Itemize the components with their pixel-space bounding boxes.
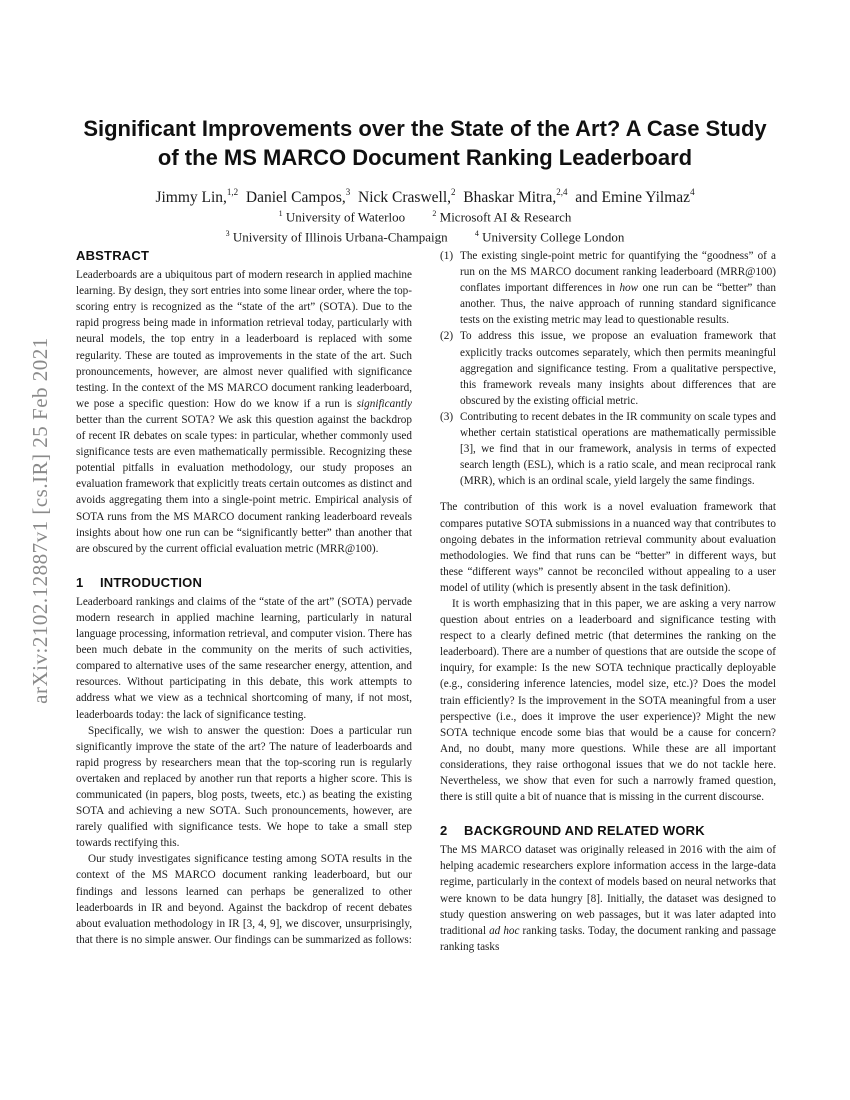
affiliation: $^3$ University of Illinois Urbana-Champaign [225,229,448,245]
intro-paragraph-3: Our study investigates significance testing among SOTA results in the context of the MS MARCO document ranking leaderboard, but our findings and lessons learned can perhaps be generalized to other leaderboards in IR and beyond. Against the backdrop of recent debates about evaluation methodology in IR [3, 4, 9], we discover, unsurprisingly, that there is no simple answer. Our findings can be summarized as follows: [76,853,412,946]
left-column [76,248,412,948]
affiliation: $^1$ University of Waterloo [278,209,406,225]
arxiv-identifier-text: arXiv:2102.12887v1 [cs.IR] 25 Feb 2021 [27,336,52,704]
author: and Emine Yilmaz$^4$ [575,187,695,207]
finding-item: (2) To address this issue, we propose an evaluation framework that explicitly tracks outcomes separately, which then permits meaningful aggregation and significance testing. From a qualitative perspective, this framework reveals many insights about differences that are obscured by the existing official metric. [440,330,776,407]
affiliation: $^2$ Microsoft AI & Research [432,209,572,225]
right-column [440,248,776,955]
findings-list [440,248,776,489]
finding-item: (1) The existing single-point metric for quantifying the “goodness” of a run on the MS MARCO document ranking leaderboard (MRR@100) conflates important differences in how one run can be “better” than another. Thus, the naive approach of running standard significance tests on the existing metric may lead to questionable results. [440,250,776,327]
paper-title: Significant Improvements over the State of the Art? A Case Study of the MS MARCO Document Ranking Leaderboard [83,116,767,170]
intro-paragraph-1: Leaderboard rankings and claims of the “state of the art” (SOTA) pervade modern research in applied machine learning, particularly in natural language processing, information retrieval, and computer vision. There has been much debate in the community on the merits of such activities, compared to alternative uses of the same researcher energy, attention, and resources. Without participating in this debate, this work attempts to address what we view as a technical shortcoming of many, if not most, leaderboards today: the lack of significance testing. [76,595,412,721]
author: Bhaskar Mitra,$^{2,4}$ [463,187,568,207]
introduction-heading: 1 INTRODUCTION [76,574,203,590]
author: Jimmy Lin,$^{1,2}$ [155,187,239,207]
affiliation: $^4$ University College London [474,229,625,245]
contribution-paragraph: The contribution of this work is a novel evaluation framework that compares putative SOTA submissions in a nuanced way that contributes to ongoing debates in the information retrieval community about evaluation methodologies. We find that runs can be “better” in different ways, but these “different ways” cannot be reconciled without appealing to a user model of utility (which is presently absent in the task definition). [440,501,776,594]
abstract-heading: ABSTRACT [76,248,150,263]
arxiv-identifier [10,305,70,735]
intro-paragraph-2: Specifically, we wish to answer the question: Does a particular run significantly improve the state of the art? The nature of leaderboards and rapid progress by researchers mean that the top-scoring run is regularly overtaken and replaced by another run that reports a higher score. This is communicated (in papers, blog posts, tweets, etc.) as beating the existing SOTA and achieving a new SOTA. Such pronouncements, however, are rarely qualified with significance tests. We hope to take a small step towards rectifying this. [76,724,412,850]
author: Daniel Campos,$^3$ [245,187,351,207]
scope-paragraph: It is worth emphasizing that in this paper, we are asking a very narrow question about entries on a leaderboard and significance testing with respect to a clearly defined metric (that determines the ranking on the leaderboard). There are a number of questions that are outside the scope of inquiry, for example: Is the new SOTA technique practically deployable (e.g., considering inference latencies, model size, etc.)? Does the model train efficiently? Is the improvement in the SOTA meaningful from a user perspective (i.e., does it improve the user experience)? Might the new SOTA technique encode some bias that would be a cause for concern? And, no doubt, many more questions. While these are all important considerations, they raise orthogonal issues that we do not tackle here. Nevertheless, we show that even for such a narrowly framed question, there is still quite a bit of nuance that is missing in the current discourse. [440,597,776,804]
finding-item: (3) Contributing to recent debates in the IR community on scale types and whether certain statistical operations are mathematically permissible [3], we find that in our framework, analysis in terms of expected search length (ESL), which is a ratio scale, and mean reciprocal rank (MRR), which is an ordinal scale, yield largely the same findings. [440,410,776,488]
author: Nick Craswell,$^2$ [358,187,456,207]
background-paragraph: The MS MARCO dataset was originally released in 2016 with the aim of helping academic researchers explore information access in the large-data regime, particularly in the context of models based on neural networks that were known to be data hungry [8]. Initially, the dataset was designed to study question answering on web passages, but it was later adapted into traditional ad hoc ranking tasks. Today, the document ranking and passage ranking tasks [440,844,776,953]
abstract-paragraph: Leaderboards are a ubiquitous part of modern research in applied machine learning. By design, they sort entries into some linear order, where the top-scoring entry is recognized as the “state of the art” (SOTA). Due to the rapid progress being made in information retrieval today, particularly with neural models, the top entry in a leaderboard is replaced with some regularity. These are touted as improvements in the state of the art. Such pronouncements, however, are almost never qualified with significance testing. In the context of the MS MARCO document ranking leaderboard, we pose a specific question: How do we know if a run is significantly better than the current SOTA? We ask this question against the backdrop of recent IR debates on scale types: in particular, whether commonly used significance tests are even mathematically permissible. Recognizing these potential pitfalls in evaluation methodology, our study proposes an evaluation framework that explicitly treats certain outcomes as distinct and avoids aggregating them into a single-point metric. Empirical analysis of SOTA runs from the MS MARCO document ranking leaderboard reveals insights about how one run can be “significantly better” than another that are obscured by the current official evaluation metric (MRR@100). [76,269,412,555]
affiliation-list [80,205,770,246]
background-heading: 2 BACKGROUND AND RELATED WORK [440,823,705,839]
